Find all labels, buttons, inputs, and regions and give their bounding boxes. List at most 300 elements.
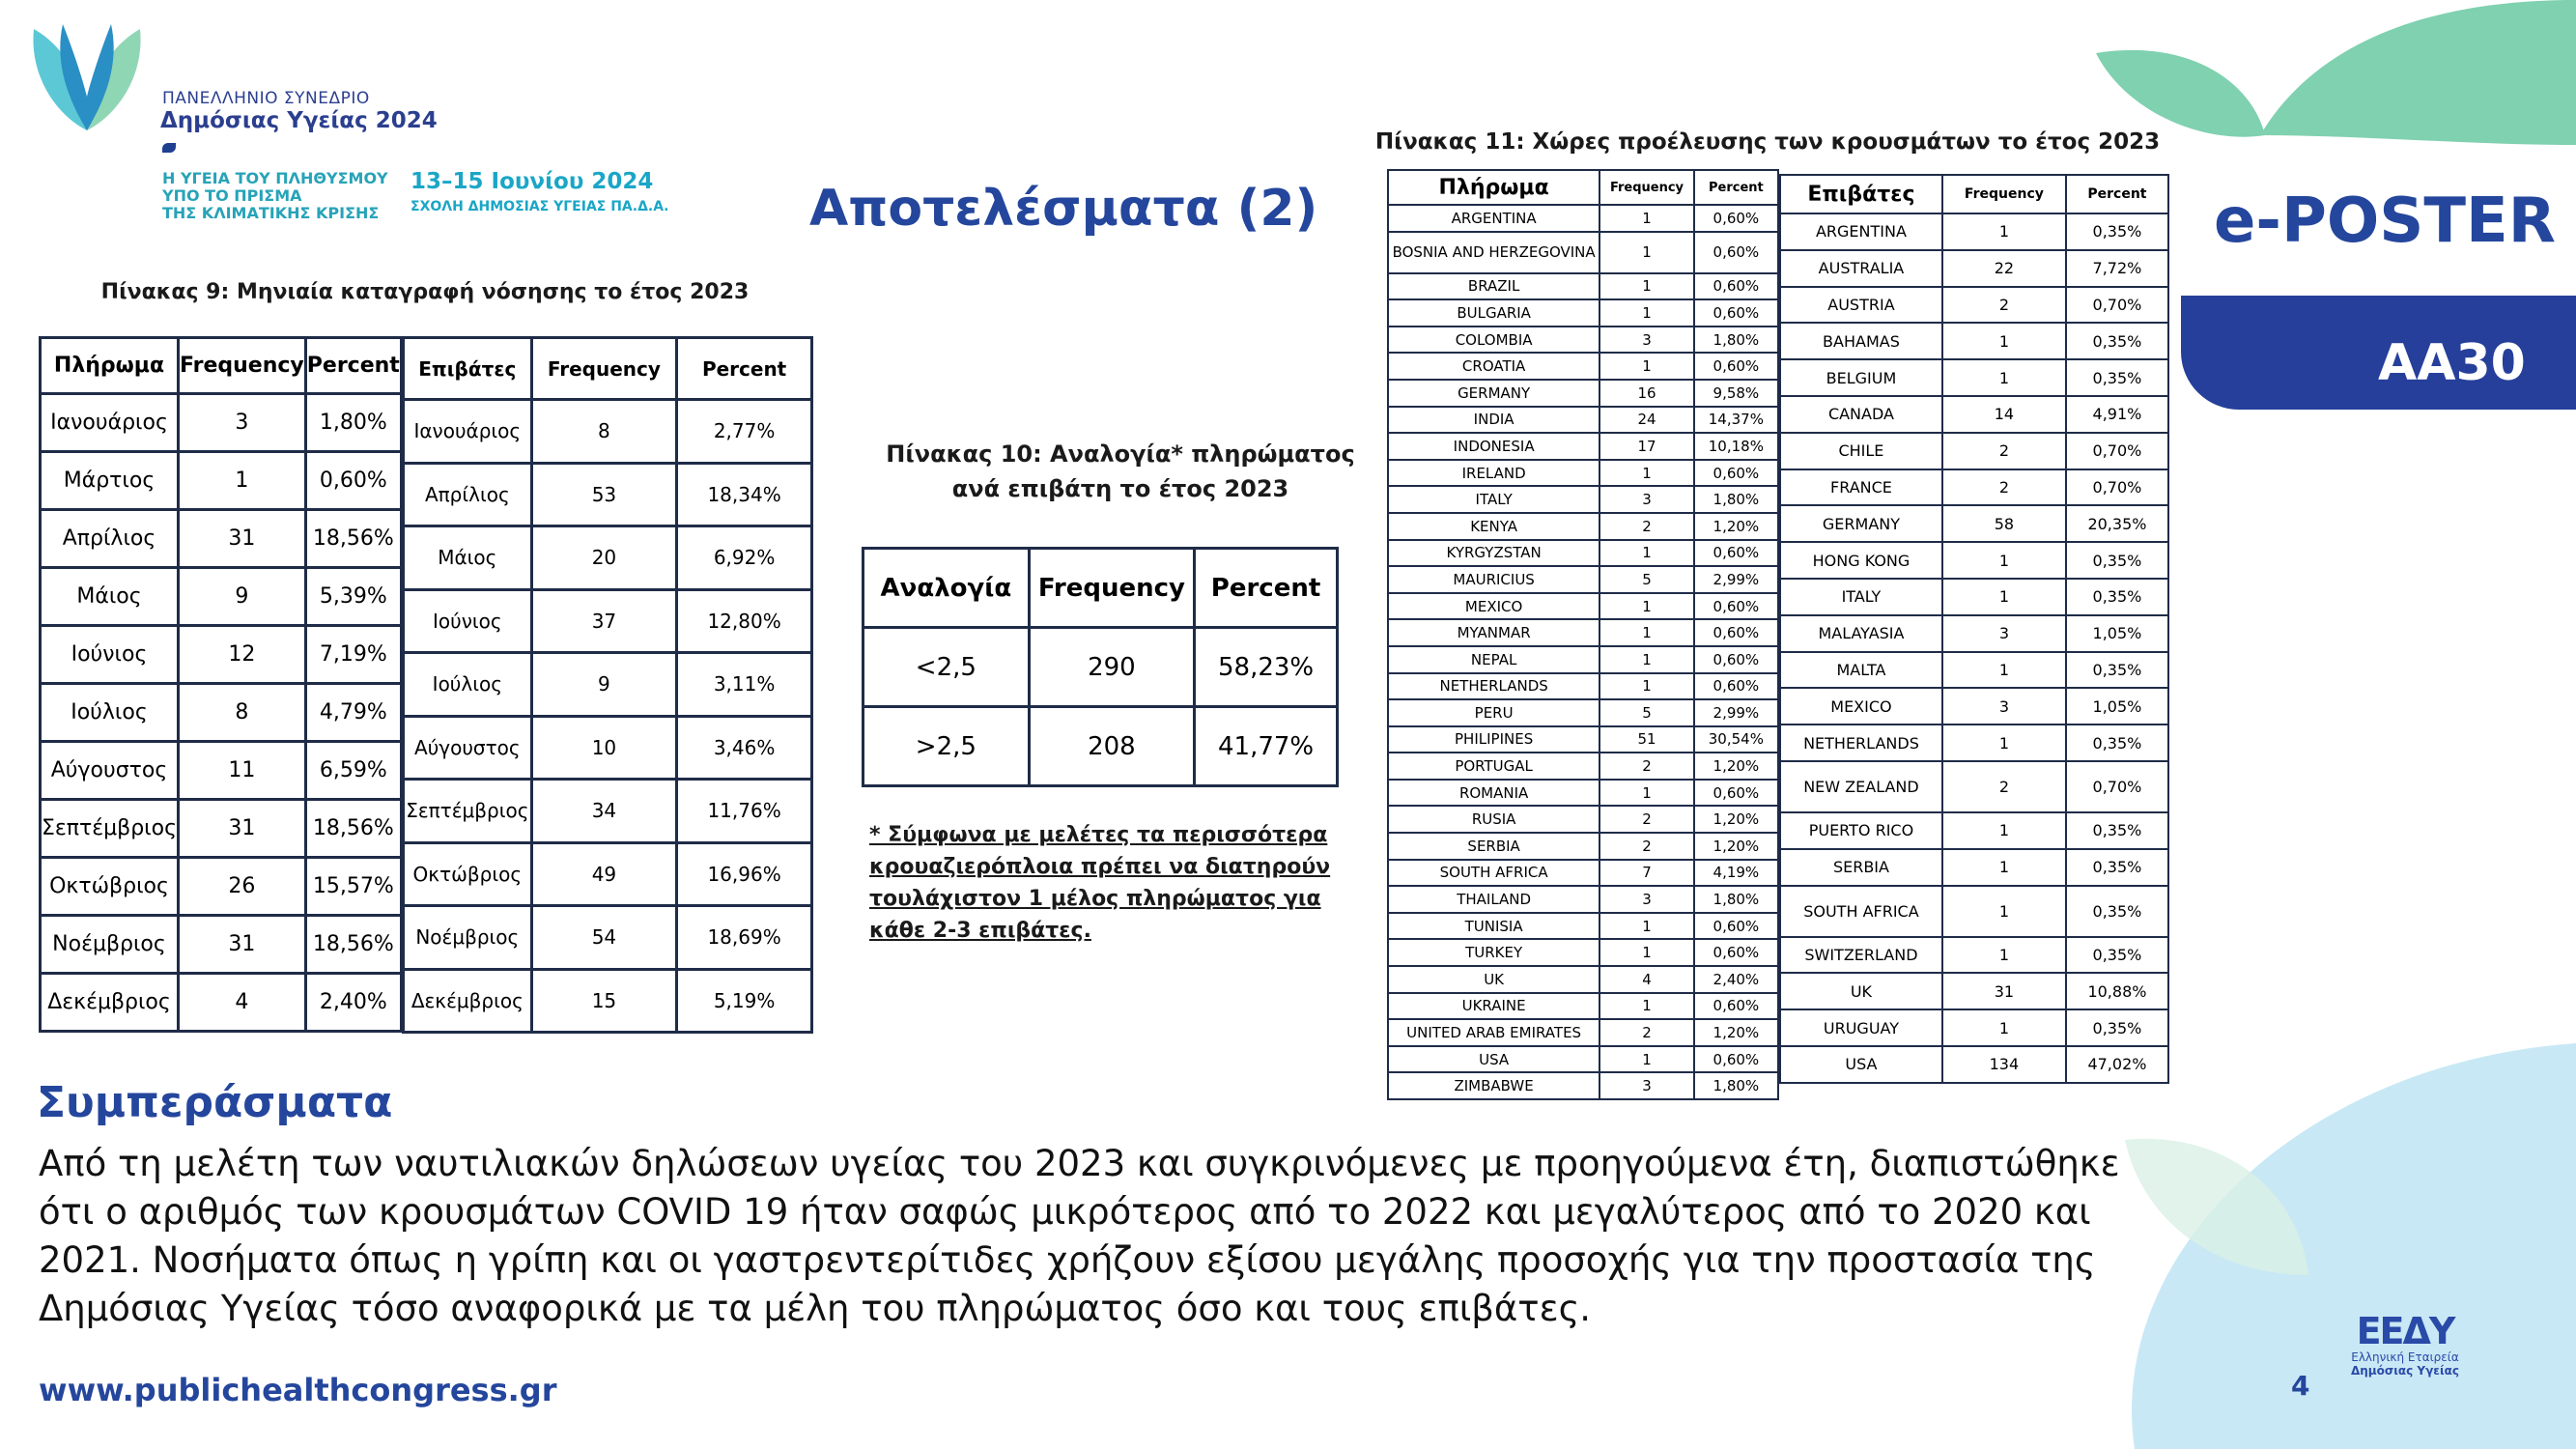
table-row <box>1388 913 1778 940</box>
table-row <box>1388 433 1778 460</box>
congress-theme <box>162 170 388 222</box>
table-cell: Ιανουάριος <box>404 400 532 464</box>
table-row <box>1780 542 2168 579</box>
table-cell: 12,80% <box>677 589 812 653</box>
table9-crew <box>39 336 403 1033</box>
table-cell: GERMANY <box>1780 505 1942 542</box>
table-cell: 4,91% <box>2066 396 2168 433</box>
eedy-logo-mark: EEΔY <box>2356 1310 2454 1352</box>
table-row <box>1388 833 1778 860</box>
table-row <box>404 780 812 843</box>
table-cell: COLOMBIA <box>1388 327 1599 354</box>
table-row <box>1780 469 2168 506</box>
table-cell: 3 <box>179 394 306 452</box>
table-cell: KYRGYZSTAN <box>1388 540 1599 567</box>
column-header: Frequency <box>179 338 306 394</box>
table-cell: 22 <box>1942 250 2066 287</box>
table-cell: HONG KONG <box>1780 542 1942 579</box>
table-row <box>404 589 812 653</box>
brand-leaf-icon <box>162 143 176 153</box>
table-cell: 1 <box>1599 205 1693 232</box>
congress-date: 13–15 Ιουνίου 2024 <box>410 169 654 194</box>
table-row <box>1388 486 1778 513</box>
table-cell: 1 <box>1599 540 1693 567</box>
table-row <box>41 684 402 742</box>
table-cell: UK <box>1388 966 1599 993</box>
table-cell: 1 <box>1599 913 1693 940</box>
column-header: Frequency <box>531 338 677 400</box>
table-cell: ZIMBABWE <box>1388 1072 1599 1099</box>
table-cell: 5,19% <box>677 969 812 1033</box>
table-cell: PORTUGAL <box>1388 753 1599 780</box>
table-cell: 0,60% <box>1694 273 1778 300</box>
table-cell: Απρίλιος <box>41 510 179 568</box>
table-cell: MEXICO <box>1780 688 1942 724</box>
table-cell: 1 <box>1599 232 1693 273</box>
conclusions-text: Από τη μελέτη των ναυτιλιακών δηλώσεων υγείας του 2023 και συγκρινόμενες με προηγούμενα έτη, διαπιστώθηκε ότι ο αριθμός των κρουσμάτων COVID 19 ήταν σαφώς μικρότερος από το 2022 και μεγαλύτερος από το 2020 και 2021. Νοσήματα όπως η γρίπη και οι γαστρεντερίτιδες χρήζουν εξίσου μεγάλης προσοχής για την προστασία της Δημόσιας Υγείας τόσο αναφορικά με τα μέλη του πληρώματος όσο και τους επιβάτες. <box>39 1143 2120 1329</box>
table-cell: 30,54% <box>1694 726 1778 753</box>
table-cell: MALTA <box>1780 652 1942 689</box>
table-row <box>41 800 402 858</box>
table-cell: 0,70% <box>2066 433 2168 469</box>
table-row <box>1780 724 2168 761</box>
table-cell: 1,20% <box>1694 806 1778 833</box>
table-cell: Ιανουάριος <box>41 394 179 452</box>
header-row <box>41 338 402 394</box>
table10-footnote: * Σύμφωνα με μελέτες τα περισσότερα κρουαζιερόπλοια πρέπει να διατηρούν τουλάχιστον 1 μέλος πληρώματος για κάθε 2-3 επιβάτες. <box>869 823 1331 943</box>
header-row <box>404 338 812 400</box>
table-cell: 5,39% <box>305 568 401 626</box>
table-row <box>1388 273 1778 300</box>
theme-line-3: ΤΗΣ ΚΛΙΜΑΤΙΚΗΣ ΚΡΙΣΗΣ <box>162 204 380 222</box>
table-cell: BRAZIL <box>1388 273 1599 300</box>
table-row <box>41 626 402 684</box>
table-row <box>1780 1009 2168 1046</box>
table-row <box>1388 513 1778 540</box>
table-row <box>1780 579 2168 615</box>
table-cell: Ιούνιος <box>41 626 179 684</box>
page-title: Αποτελέσματα (2) <box>809 180 1318 238</box>
congress-name: Δημόσιας Υγείας 2024 <box>160 108 438 133</box>
table-cell: 0,70% <box>2066 469 2168 506</box>
table-cell: 0,60% <box>1694 619 1778 646</box>
table-row <box>1388 205 1778 232</box>
column-header: Frequency <box>1029 549 1194 628</box>
table-cell: 1 <box>1599 1046 1693 1073</box>
table-cell: 1 <box>1599 273 1693 300</box>
table-cell: 3 <box>1599 327 1693 354</box>
table-cell: 1 <box>1942 542 2066 579</box>
table-cell: 0,35% <box>2066 724 2168 761</box>
table-cell: Νοέμβριος <box>404 906 532 970</box>
table-row <box>1780 761 2168 812</box>
table-cell: ARGENTINA <box>1388 205 1599 232</box>
table-cell: 0,70% <box>2066 761 2168 812</box>
table9-caption: Πίνακας 9: Μηνιαία καταγραφή νόσησης το έτος 2023 <box>100 280 750 304</box>
table-cell: 10,88% <box>2066 973 2168 1009</box>
table-row <box>404 463 812 526</box>
table-cell: Μάιος <box>404 526 532 590</box>
table-cell: URUGUAY <box>1780 1009 1942 1046</box>
table-row <box>1780 615 2168 652</box>
table-row <box>1780 886 2168 937</box>
table-cell: 4,79% <box>305 684 401 742</box>
table-cell: Απρίλιος <box>404 463 532 526</box>
table-cell: 0,60% <box>1694 780 1778 807</box>
table-cell: 18,34% <box>677 463 812 526</box>
table-cell: 6,92% <box>677 526 812 590</box>
table-row <box>1388 1019 1778 1046</box>
table-cell: 2 <box>1599 806 1693 833</box>
table11-crew <box>1387 169 1779 1100</box>
column-header: Πλήρωμα <box>41 338 179 394</box>
table-cell: TURKEY <box>1388 939 1599 966</box>
table-row <box>1388 380 1778 407</box>
table10-caption <box>850 437 1391 506</box>
table-row <box>41 452 402 510</box>
table-cell: 16 <box>1599 380 1693 407</box>
table-row <box>41 394 402 452</box>
table11-caption: Πίνακας 11: Χώρες προέλευσης των κρουσμάτων το έτος 2023 <box>1374 129 2161 155</box>
table-cell: PUERTO RICO <box>1780 812 1942 849</box>
table-cell: 0,60% <box>1694 1046 1778 1073</box>
table-row <box>41 858 402 916</box>
table-cell: PHILIPINES <box>1388 726 1599 753</box>
table-cell: 0,35% <box>2066 359 2168 396</box>
table-cell: 3 <box>1599 486 1693 513</box>
table-cell: Μάιος <box>41 568 179 626</box>
table-cell: 18,69% <box>677 906 812 970</box>
table-cell: 5 <box>1599 566 1693 593</box>
table10 <box>862 547 1339 787</box>
table-cell: THAILAND <box>1388 886 1599 913</box>
table-row <box>404 653 812 717</box>
table-cell: Δεκέμβριος <box>404 969 532 1033</box>
table-cell: 2 <box>1942 469 2066 506</box>
table-cell: 1 <box>1599 780 1693 807</box>
table-row <box>1388 780 1778 807</box>
table-row <box>1388 886 1778 913</box>
table-cell: 18,56% <box>305 916 401 974</box>
table-row <box>1388 593 1778 620</box>
table-cell: Οκτώβριος <box>404 842 532 906</box>
table-cell: NEW ZEALAND <box>1780 761 1942 812</box>
table-cell: 0,60% <box>1694 299 1778 327</box>
congress-name-small: ΠΑΝΕΛΛΗΝΙΟ ΣΥΝΕΔΡΙΟ <box>162 89 370 108</box>
table-cell: 1,20% <box>1694 1019 1778 1046</box>
table-row <box>1388 460 1778 487</box>
table-cell: 0,35% <box>2066 213 2168 250</box>
table-row <box>1780 688 2168 724</box>
table-cell: CANADA <box>1780 396 1942 433</box>
table-cell: Μάρτιος <box>41 452 179 510</box>
theme-line-1: Η ΥΓΕΙΑ ΤΟΥ ΠΛΗΘΥΣΜΟΥ <box>162 169 388 187</box>
table-cell: 31 <box>179 916 306 974</box>
table-cell: 11,76% <box>677 780 812 843</box>
table-cell: ROMANIA <box>1388 780 1599 807</box>
table-cell: 1 <box>1942 579 2066 615</box>
table-cell: 1,05% <box>2066 615 2168 652</box>
table-row <box>1388 540 1778 567</box>
table-cell: 15,57% <box>305 858 401 916</box>
eedy-caption-2: Δημόσιας Υγείας <box>2350 1364 2460 1378</box>
table-cell: 24 <box>1599 407 1693 434</box>
table-cell: GERMANY <box>1388 380 1599 407</box>
table-cell: 1 <box>1599 299 1693 327</box>
table-cell: 3,46% <box>677 716 812 780</box>
column-header: Percent <box>1694 170 1778 205</box>
table-cell: 0,60% <box>1694 460 1778 487</box>
column-header: Επιβάτες <box>404 338 532 400</box>
table-cell: BAHAMAS <box>1780 323 1942 359</box>
congress-logo-icon <box>19 19 155 140</box>
table-cell: 0,35% <box>2066 937 2168 974</box>
table-cell: 47,02% <box>2066 1046 2168 1083</box>
table-cell: 1 <box>1599 353 1693 380</box>
table-row <box>1780 812 2168 849</box>
table-cell: 3,11% <box>677 653 812 717</box>
table-row <box>404 842 812 906</box>
table-cell: USA <box>1780 1046 1942 1083</box>
table-row <box>1388 353 1778 380</box>
table-row <box>1388 806 1778 833</box>
table-cell: 1,05% <box>2066 688 2168 724</box>
table-cell: 8 <box>531 400 677 464</box>
table-cell: NETHERLANDS <box>1388 673 1599 700</box>
column-header: Πλήρωμα <box>1388 170 1599 205</box>
table-row <box>863 628 1338 707</box>
table-row <box>1388 1046 1778 1073</box>
table-cell: 1 <box>1942 323 2066 359</box>
table-row <box>1388 566 1778 593</box>
table-cell: 31 <box>1942 973 2066 1009</box>
table-cell: Ιούλιος <box>41 684 179 742</box>
table-cell: 1 <box>1942 886 2066 937</box>
table-cell: Δεκέμβριος <box>41 974 179 1032</box>
table11-passengers <box>1779 174 2169 1084</box>
table-cell: 0,60% <box>1694 913 1778 940</box>
table-cell: 1 <box>1599 993 1693 1020</box>
table-row <box>404 400 812 464</box>
table-cell: 0,60% <box>1694 646 1778 673</box>
table-cell: SOUTH AFRICA <box>1780 886 1942 937</box>
table-row <box>1780 323 2168 359</box>
table-cell: 16,96% <box>677 842 812 906</box>
table-row <box>1388 673 1778 700</box>
table-cell: SWITZERLAND <box>1780 937 1942 974</box>
table-cell: Αύγουστος <box>41 742 179 800</box>
column-header: Percent <box>305 338 401 394</box>
table-cell: BOSNIA AND HERZEGOVINA <box>1388 232 1599 273</box>
table-cell: 1,20% <box>1694 833 1778 860</box>
table-row <box>1780 359 2168 396</box>
table-cell: INDONESIA <box>1388 433 1599 460</box>
table-row <box>1780 937 2168 974</box>
table-cell: 0,35% <box>2066 886 2168 937</box>
table-cell: 0,60% <box>1694 540 1778 567</box>
table-cell: 5 <box>1599 699 1693 726</box>
table-cell: USA <box>1388 1046 1599 1073</box>
table-cell: 9 <box>531 653 677 717</box>
table-cell: 1 <box>1599 619 1693 646</box>
table-cell: 20 <box>531 526 677 590</box>
table-row <box>1388 966 1778 993</box>
table-cell: 2 <box>1942 761 2066 812</box>
table-cell: CHILE <box>1780 433 1942 469</box>
poster-code: AA30 <box>2378 334 2526 392</box>
table-cell: 1 <box>1942 652 2066 689</box>
table-cell: 134 <box>1942 1046 2066 1083</box>
table-cell: ITALY <box>1388 486 1599 513</box>
table-row <box>863 707 1338 786</box>
table-cell: 1 <box>1942 1009 2066 1046</box>
table-cell: SERBIA <box>1780 849 1942 886</box>
table-cell: 208 <box>1029 707 1194 786</box>
theme-line-2: ΥΠΟ ΤΟ ΠΡΙΣΜΑ <box>162 186 302 205</box>
table-cell: 0,35% <box>2066 812 2168 849</box>
table-row <box>1780 652 2168 689</box>
table-cell: 2 <box>1942 287 2066 324</box>
table-cell: 2,99% <box>1694 699 1778 726</box>
table-cell: 37 <box>531 589 677 653</box>
column-header: Percent <box>677 338 812 400</box>
table-row <box>41 568 402 626</box>
table-cell: 1 <box>1942 359 2066 396</box>
table-cell: ARGENTINA <box>1780 213 1942 250</box>
table-cell: UKRAINE <box>1388 993 1599 1020</box>
table-cell: CROATIA <box>1388 353 1599 380</box>
table-cell: 9 <box>179 568 306 626</box>
table-cell: 0,60% <box>1694 939 1778 966</box>
table-cell: 31 <box>179 510 306 568</box>
table-cell: 1,80% <box>1694 486 1778 513</box>
table-cell: 1,80% <box>1694 886 1778 913</box>
table-row <box>1780 1046 2168 1083</box>
table-cell: 34 <box>531 780 677 843</box>
table-cell: 6,59% <box>305 742 401 800</box>
table-row <box>1388 753 1778 780</box>
table-row <box>1780 849 2168 886</box>
table-cell: 10 <box>531 716 677 780</box>
table-cell: Ιούνιος <box>404 589 532 653</box>
table-cell: 2,99% <box>1694 566 1778 593</box>
table-cell: 1,80% <box>1694 327 1778 354</box>
table-cell: 2,40% <box>305 974 401 1032</box>
table-cell: MYANMAR <box>1388 619 1599 646</box>
table-row <box>1388 860 1778 887</box>
website-link[interactable]: www.publichealthcongress.gr <box>39 1372 557 1408</box>
table-row <box>41 510 402 568</box>
table-cell: 2,40% <box>1694 966 1778 993</box>
header-row <box>1780 175 2168 213</box>
congress-school: ΣΧΟΛΗ ΔΗΜΟΣΙΑΣ ΥΓΕΙΑΣ ΠΑ.Δ.Α. <box>410 199 669 214</box>
table-cell: 58,23% <box>1195 628 1338 707</box>
table-cell: MAURICIUS <box>1388 566 1599 593</box>
table-cell: 3 <box>1942 615 2066 652</box>
table-cell: 8 <box>179 684 306 742</box>
table-row <box>1388 299 1778 327</box>
table-row <box>1388 993 1778 1020</box>
table-cell: 1 <box>179 452 306 510</box>
table-row <box>1780 433 2168 469</box>
eposter-label: e-POSTER <box>2214 185 2557 257</box>
table-cell: 54 <box>531 906 677 970</box>
table-cell: 11 <box>179 742 306 800</box>
table-cell: 0,60% <box>1694 232 1778 273</box>
table-row <box>404 526 812 590</box>
table-cell: 9,58% <box>1694 380 1778 407</box>
table-cell: 41,77% <box>1195 707 1338 786</box>
column-header: Frequency <box>1942 175 2066 213</box>
table-cell: RUSIA <box>1388 806 1599 833</box>
table-cell: 3 <box>1942 688 2066 724</box>
table-cell: SOUTH AFRICA <box>1388 860 1599 887</box>
table-row <box>404 969 812 1033</box>
conclusions-heading: Συμπεράσματα <box>37 1078 393 1127</box>
table-row <box>404 716 812 780</box>
table-row <box>1388 939 1778 966</box>
table-cell: 10,18% <box>1694 433 1778 460</box>
table-cell: SERBIA <box>1388 833 1599 860</box>
table-row <box>404 906 812 970</box>
table-cell: 0,35% <box>2066 652 2168 689</box>
table-row <box>1388 327 1778 354</box>
table10-caption-line-2: ανά επιβάτη το έτος 2023 <box>951 475 1289 502</box>
table-cell: 20,35% <box>2066 505 2168 542</box>
table-cell: PERU <box>1388 699 1599 726</box>
table-cell: IRELAND <box>1388 460 1599 487</box>
eedy-caption-1: Ελληνική Εταιρεία <box>2351 1350 2459 1364</box>
table-cell: Αύγουστος <box>404 716 532 780</box>
table-cell: 2 <box>1599 753 1693 780</box>
table-cell: 2 <box>1599 513 1693 540</box>
table-cell: 0,60% <box>1694 993 1778 1020</box>
column-header: Frequency <box>1599 170 1693 205</box>
table-cell: BELGIUM <box>1780 359 1942 396</box>
table-row <box>1388 699 1778 726</box>
table-cell: 2 <box>1942 433 2066 469</box>
table-row <box>1780 250 2168 287</box>
column-header: Percent <box>2066 175 2168 213</box>
table-row <box>41 916 402 974</box>
table-cell: 7 <box>1599 860 1693 887</box>
table-cell: MEXICO <box>1388 593 1599 620</box>
table-cell: 0,60% <box>1694 205 1778 232</box>
table9-passengers <box>402 336 813 1034</box>
table-cell: 4 <box>179 974 306 1032</box>
column-header: Επιβάτες <box>1780 175 1942 213</box>
table-cell: 26 <box>179 858 306 916</box>
table-cell: 7,72% <box>2066 250 2168 287</box>
table-cell: 7,19% <box>305 626 401 684</box>
eedy-logo <box>2347 1312 2463 1379</box>
table-row <box>1780 973 2168 1009</box>
table-cell: 0,60% <box>1694 593 1778 620</box>
table-cell: 1 <box>1599 460 1693 487</box>
table-cell: AUSTRIA <box>1780 287 1942 324</box>
table-cell: 3 <box>1599 886 1693 913</box>
table-cell: 18,56% <box>305 510 401 568</box>
table-row <box>1388 232 1778 273</box>
table-cell: 0,60% <box>1694 673 1778 700</box>
table-cell: Οκτώβριος <box>41 858 179 916</box>
table-cell: 31 <box>179 800 306 858</box>
table-cell: <2,5 <box>863 628 1030 707</box>
table-row <box>1780 396 2168 433</box>
table-cell: 1 <box>1599 646 1693 673</box>
table-cell: 1 <box>1599 939 1693 966</box>
table-row <box>1388 407 1778 434</box>
